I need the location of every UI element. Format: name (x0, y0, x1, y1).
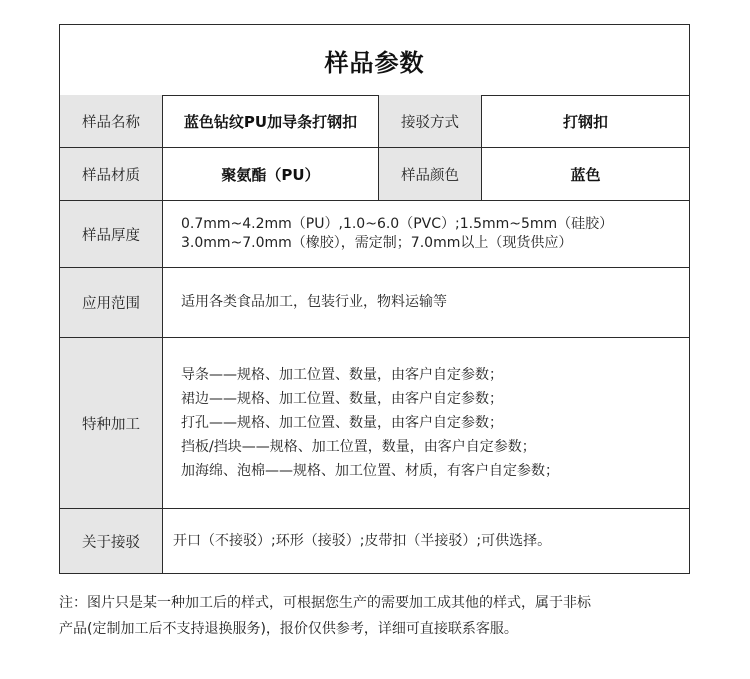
value-sample-material: 聚氨酯（PU） (221, 165, 320, 184)
value-sample-thickness (163, 201, 689, 267)
processing-line: 裙边——规格、加工位置、数量，由客户自定参数； (181, 391, 503, 407)
value-sample-name: 蓝色钻纹PU加导条打钢扣 (183, 112, 358, 131)
footnote-line-1: 注：图片只是某一种加工后的样式，可根据您生产的需要加工成其他的样式，属于非标 (59, 595, 591, 611)
label-sample-name: 样品名称 (60, 95, 163, 147)
label-about-joint: 关于接驳 (60, 509, 163, 573)
processing-line: 导条——规格、加工位置、数量，由客户自定参数； (181, 367, 503, 383)
label-sample-color: 样品颜色 (378, 148, 482, 200)
value-application: 适用各类食品加工，包装行业，物料运输等 (181, 294, 447, 310)
processing-line: 挡板/挡块——规格、加工位置，数量，由客户自定参数； (181, 439, 536, 455)
table-row-name (60, 95, 689, 148)
label-sample-material: 样品材质 (60, 148, 163, 200)
table-title: 样品参数 (60, 25, 689, 96)
label-special-processing: 特种加工 (60, 338, 163, 508)
parameter-table (59, 24, 690, 574)
label-joint-method: 接驳方式 (378, 95, 482, 147)
footnote-line-2: 产品(定制加工后不支持退换服务)，报价仅供参考，详细可直接联系客服。 (59, 621, 518, 637)
table-row-processing (60, 338, 689, 509)
value-special-processing (163, 338, 689, 508)
thickness-line-2: 3.0mm~7.0mm（橡胶），需定制；7.0mm以上（现货供应） (181, 235, 573, 251)
table-row-thickness (60, 201, 689, 268)
value-about-joint: 开口（不接驳）;环形（接驳）;皮带扣（半接驳）;可供选择。 (173, 532, 552, 549)
footnote (59, 590, 699, 642)
processing-line: 加海绵、泡棉——规格、加工位置、材质，有客户自定参数； (181, 463, 559, 479)
label-sample-thickness: 样品厚度 (60, 201, 163, 267)
table-row-application (60, 268, 689, 338)
value-sample-color: 蓝色 (570, 165, 601, 184)
processing-line: 打孔——规格、加工位置、数量，由客户自定参数； (181, 415, 503, 431)
thickness-line-1: 0.7mm~4.2mm（PU）,1.0~6.0（PVC）;1.5mm~5mm（硅胶） (181, 216, 614, 232)
table-row-material (60, 148, 689, 201)
table-row-joint (60, 509, 689, 573)
label-application: 应用范围 (60, 268, 163, 337)
value-joint-method: 打钢扣 (562, 112, 608, 131)
